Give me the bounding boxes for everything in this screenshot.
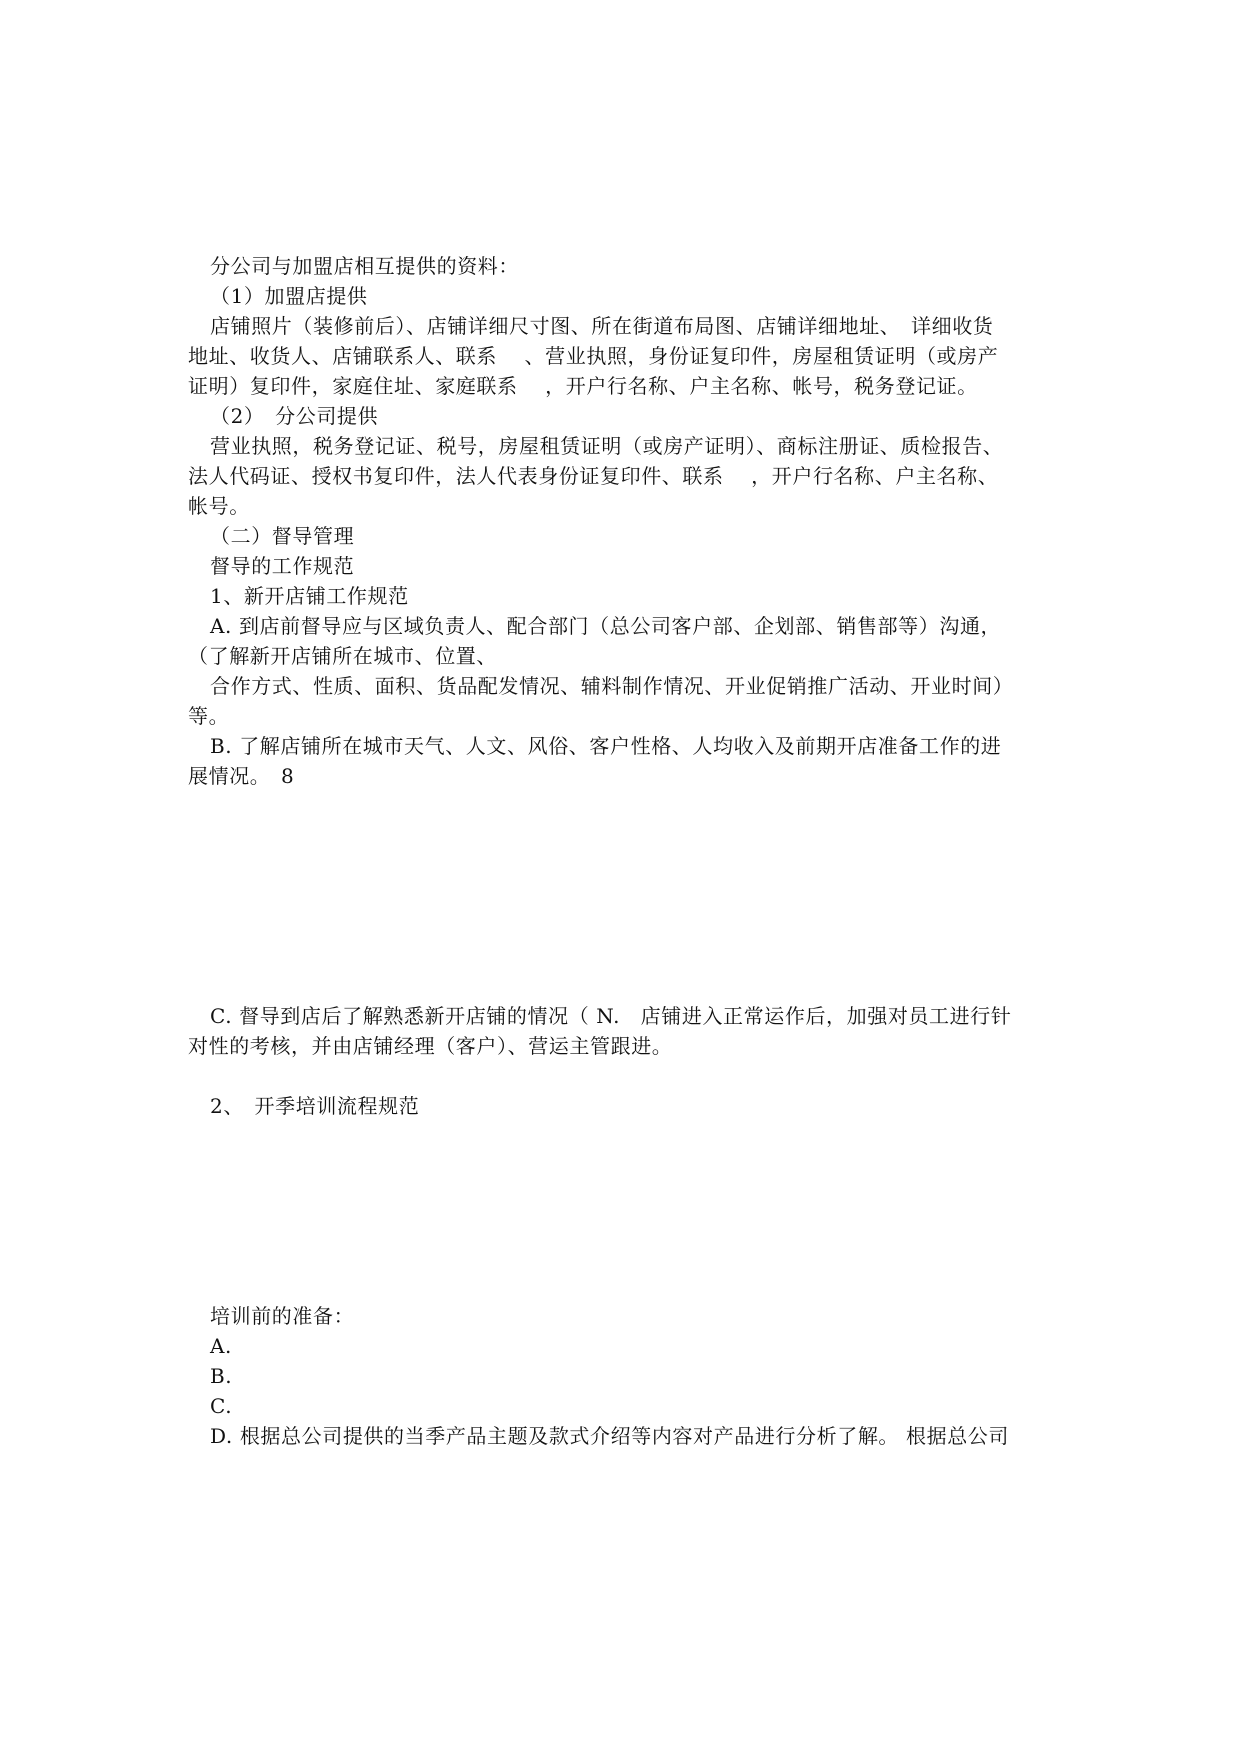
paragraph-line: 合作方式、性质、面积、货品配发情况、辅料制作情况、开业促销推广活动、开业时间） (210, 674, 1014, 698)
paragraph-line: A. 到店前督导应与区域负责人、配合部门（总公司客户部、企划部、销售部等）沟通， (210, 614, 1002, 638)
list-item-a: A. (210, 1334, 233, 1358)
section-heading-supervision: （二）督导管理 (210, 524, 355, 548)
paragraph-line: 地址、收货人、店铺联系人、联系 、营业执照，身份证复印件，房屋租赁证明（或房产 (188, 344, 999, 368)
paragraph-line: 等。 (188, 704, 230, 728)
paragraph-line: C. 督导到店后了解熟悉新开店铺的情况（ N. 店铺进入正常运作后，加强对员工进行针 (210, 1004, 1012, 1028)
paragraph-line: 营业执照，税务登记证、税号，房屋租赁证明（或房产证明）、商标注册证、质检报告、 (210, 434, 1004, 458)
paragraph-line: 店铺照片（装修前后）、店铺详细尺寸图、所在街道布局图、店铺详细地址、 详细收货 (210, 314, 994, 338)
paragraph-line: 对性的考核，并由店铺经理（客户）、营运主管跟进。 (188, 1034, 673, 1058)
list-item-b: B. (210, 1364, 233, 1388)
paragraph-line: （了解新开店铺所在城市、位置、 (188, 644, 497, 668)
subheading-training-prep: 培训前的准备： (210, 1304, 355, 1328)
paragraph-line: 帐号。 (188, 494, 250, 518)
list-item-c: C. (210, 1394, 233, 1418)
paragraph-line: B. 了解店铺所在城市天气、人文、风俗、客户性格、人均收入及前期开店准备工作的进 (210, 734, 1002, 758)
paragraph-line: 证明）复印件，家庭住址、家庭联系 ，开户行名称、户主名称、帐号，税务登记证。 (188, 374, 978, 398)
intro-heading: 分公司与加盟店相互提供的资料： (210, 254, 519, 278)
paragraph-line: 法人代码证、授权书复印件，法人代表身份证复印件、联系 ，开户行名称、户主名称、 (188, 464, 999, 488)
list-item-d: D. 根据总公司提供的当季产品主题及款式介绍等内容对产品进行分析了解。 根据总公司 (210, 1424, 1009, 1448)
subheading-franchise-provides: （1）加盟店提供 (210, 284, 368, 308)
paragraph-line: 展情况。 8 (188, 764, 295, 788)
subheading-branch-provides: （2） 分公司提供 (210, 404, 379, 428)
item-heading-new-store: 1、新开店铺工作规范 (210, 584, 409, 608)
subheading-work-norms: 督导的工作规范 (210, 554, 355, 578)
item-heading-training: 2、 开季培训流程规范 (210, 1094, 420, 1118)
